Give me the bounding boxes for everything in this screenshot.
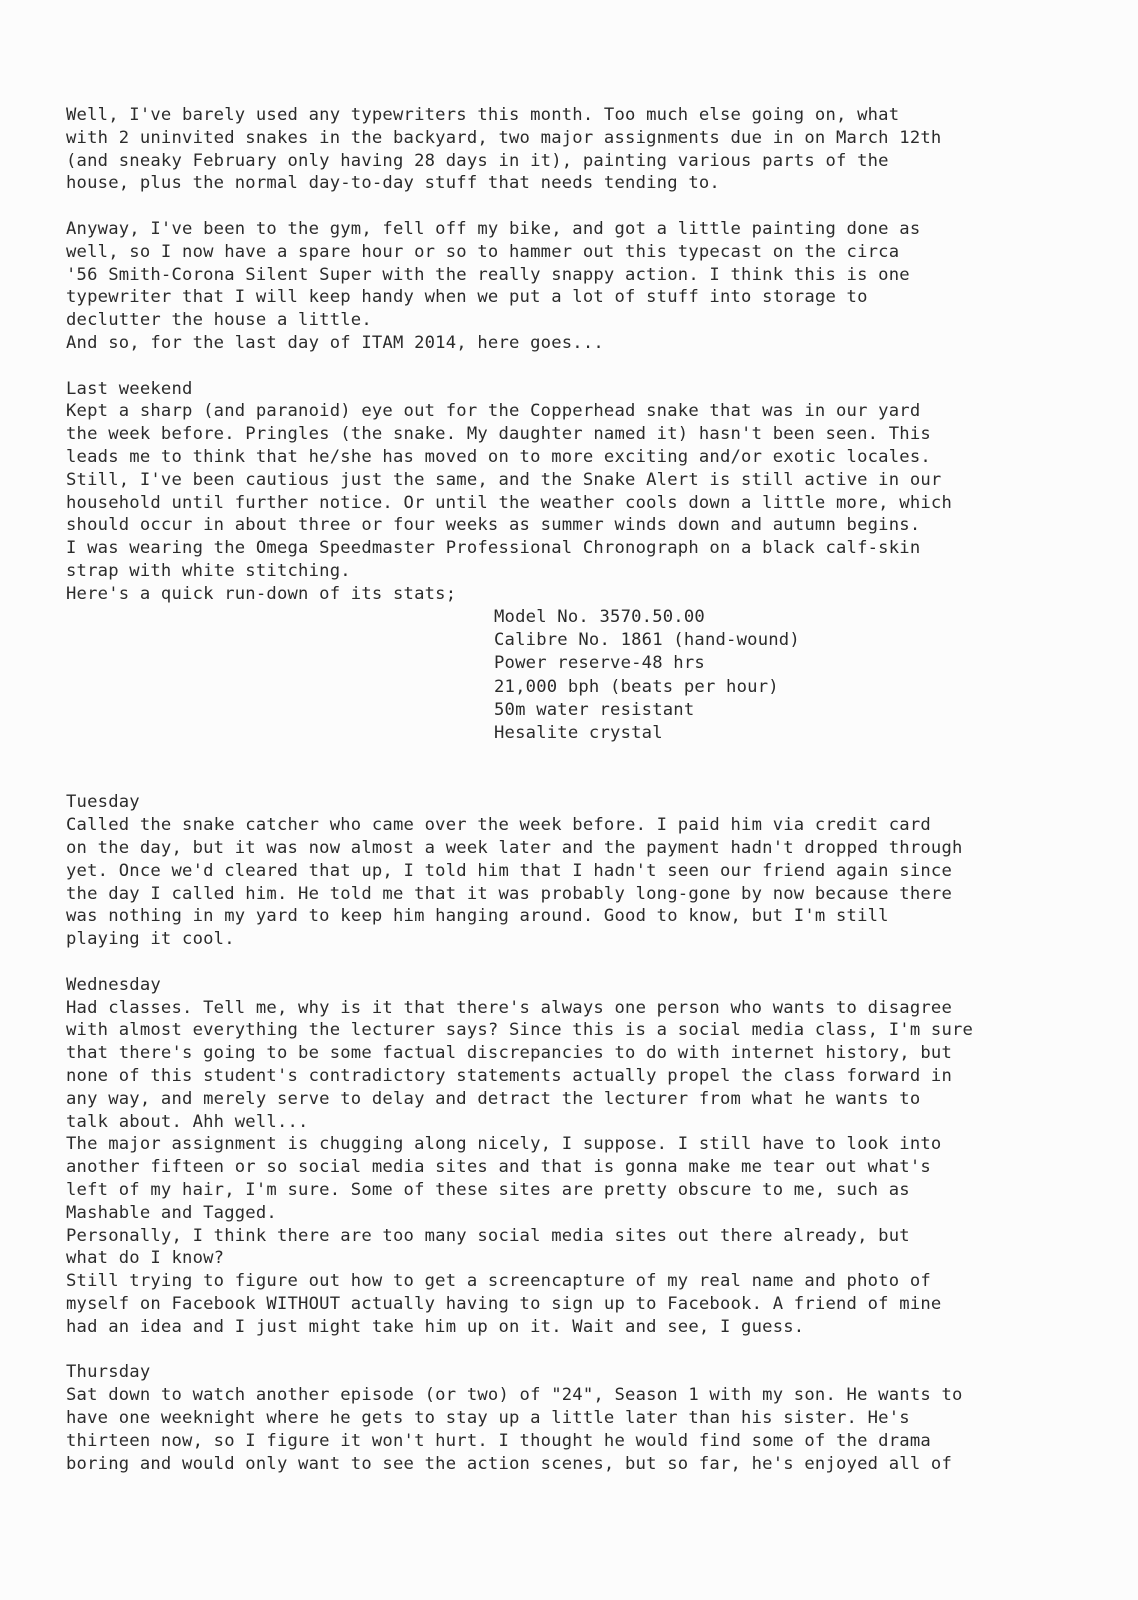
text-line: thirteen now, so I figure it won't hurt. I thought he would find some of the drama xyxy=(66,1430,931,1451)
text-line: And so, for the last day of ITAM 2014, here goes... xyxy=(66,332,604,353)
text-line: on the day, but it was now almost a week later and the payment hadn't dropped through xyxy=(66,838,963,859)
text-line: house, plus the normal day-to-day stuff that needs tending to. xyxy=(66,173,720,194)
text-line: that there's going to be some factual discrepancies to do with internet history, but xyxy=(66,1043,953,1064)
text-line: myself on Facebook WITHOUT actually having to sign up to Facebook. A friend of mine xyxy=(66,1294,942,1314)
text-line: Called the snake catcher who came over the week before. I paid him via credit card xyxy=(66,815,931,836)
text-line: Kept a sharp (and paranoid) eye out for the Copperhead snake that was in our yard xyxy=(66,401,921,422)
text-line: boring and would only want to see the action scenes, but so far, he's enjoyed all of xyxy=(66,1453,953,1474)
text-line: yet. Once we'd cleared that up, I told him that I hadn't seen our friend again since xyxy=(66,860,953,881)
text-line: leads me to think that he/she has moved on to more exciting and/or exotic locales. xyxy=(66,446,931,467)
stat-item: Model No. 3570.50.00 xyxy=(494,606,705,627)
text-line: Anyway, I've been to the gym, fell off my bike, and got a little painting done as xyxy=(66,218,921,239)
text-line: what do I know? xyxy=(66,1248,225,1269)
stat-item: Calibre No. 1861 (hand-wound) xyxy=(494,629,800,650)
stat-item: Power reserve-48 hrs xyxy=(494,653,705,674)
section-heading: Tuesday xyxy=(66,792,140,813)
wednesday-section xyxy=(66,974,1076,1339)
text-line: have one weeknight where he gets to stay up a little later than his sister. He's xyxy=(66,1407,910,1428)
anyway-paragraph xyxy=(66,218,1076,355)
thursday-section xyxy=(66,1361,1076,1475)
stat-item: 21,000 bph (beats per hour) xyxy=(494,676,779,697)
text-line: '56 Smith-Corona Silent Super with the really snappy action. I think this is one xyxy=(66,264,910,285)
text-line: Well, I've barely used any typewriters this month. Too much else going on, what xyxy=(66,105,900,125)
watch-stats-list xyxy=(66,606,1076,746)
text-line: Still, I've been cautious just the same, and the Snake Alert is still active in our xyxy=(66,469,942,490)
section-heading: Thursday xyxy=(66,1362,151,1383)
text-line: Still trying to figure out how to get a screencapture of my real name and photo of xyxy=(66,1271,931,1292)
text-line: Here's a quick run-down of its stats; xyxy=(66,583,457,604)
text-line: Personally, I think there are too many social media sites out there already, but xyxy=(66,1225,910,1246)
text-line: should occur in about three or four weeks as summer winds down and autumn begins. xyxy=(66,515,921,536)
text-line: the day I called him. He told me that it was probably long-gone by now because there xyxy=(66,883,953,904)
text-line: strap with white stitching. xyxy=(66,560,351,581)
text-line: Sat down to watch another episode (or two) of "24", Season 1 with my son. He wants to xyxy=(66,1385,963,1406)
text-line: was nothing in my yard to keep him hanging around. Good to know, but I'm still xyxy=(66,906,889,927)
text-line: Mashable and Tagged. xyxy=(66,1202,277,1223)
text-line: (and sneaky February only having 28 days in it), painting various parts of the xyxy=(66,150,889,171)
text-line: none of this student's contradictory statements actually propel the class forward in xyxy=(66,1066,953,1087)
section-heading: Last weekend xyxy=(66,378,193,399)
text-line: typewriter that I will keep handy when we put a lot of stuff into storage to xyxy=(66,287,868,308)
text-line: I was wearing the Omega Speedmaster Professional Chronograph on a black calf-skin xyxy=(66,538,921,559)
text-line: the week before. Pringles (the snake. My daughter named it) hasn't been seen. This xyxy=(66,424,931,445)
text-line: any way, and merely serve to delay and detract the lecturer from what he wants to xyxy=(66,1088,921,1109)
text-line: household until further notice. Or until the weather cools down a little more, which xyxy=(66,492,953,513)
intro-paragraph xyxy=(66,104,1076,195)
text-line: with almost everything the lecturer says? Since this is a social media class, I'm sure xyxy=(66,1020,974,1041)
last-weekend-section xyxy=(66,378,1076,746)
text-line: declutter the house a little. xyxy=(66,310,372,331)
text-line: with 2 uninvited snakes in the backyard, two major assignments due in on March 12th xyxy=(66,127,942,148)
stat-item: 50m water resistant xyxy=(494,700,695,721)
text-line: The major assignment is chugging along nicely, I suppose. I still have to look into xyxy=(66,1134,942,1155)
text-line: talk about. Ahh well... xyxy=(66,1111,309,1132)
text-line: left of my hair, I'm sure. Some of these sites are pretty obscure to me, such as xyxy=(66,1180,910,1201)
section-heading: Wednesday xyxy=(66,974,161,995)
text-line: another fifteen or so social media sites and that is gonna make me tear out what's xyxy=(66,1157,931,1178)
typecast-text xyxy=(66,104,1076,1475)
text-line: Had classes. Tell me, why is it that there's always one person who wants to disagree xyxy=(66,997,953,1018)
text-line: had an idea and I just might take him up on it. Wait and see, I guess. xyxy=(66,1316,805,1337)
tuesday-section xyxy=(66,791,1076,951)
text-line: playing it cool. xyxy=(66,929,235,950)
stat-item: Hesalite crystal xyxy=(494,723,663,744)
text-line: well, so I now have a spare hour or so to hammer out this typecast on the circa xyxy=(66,241,900,262)
